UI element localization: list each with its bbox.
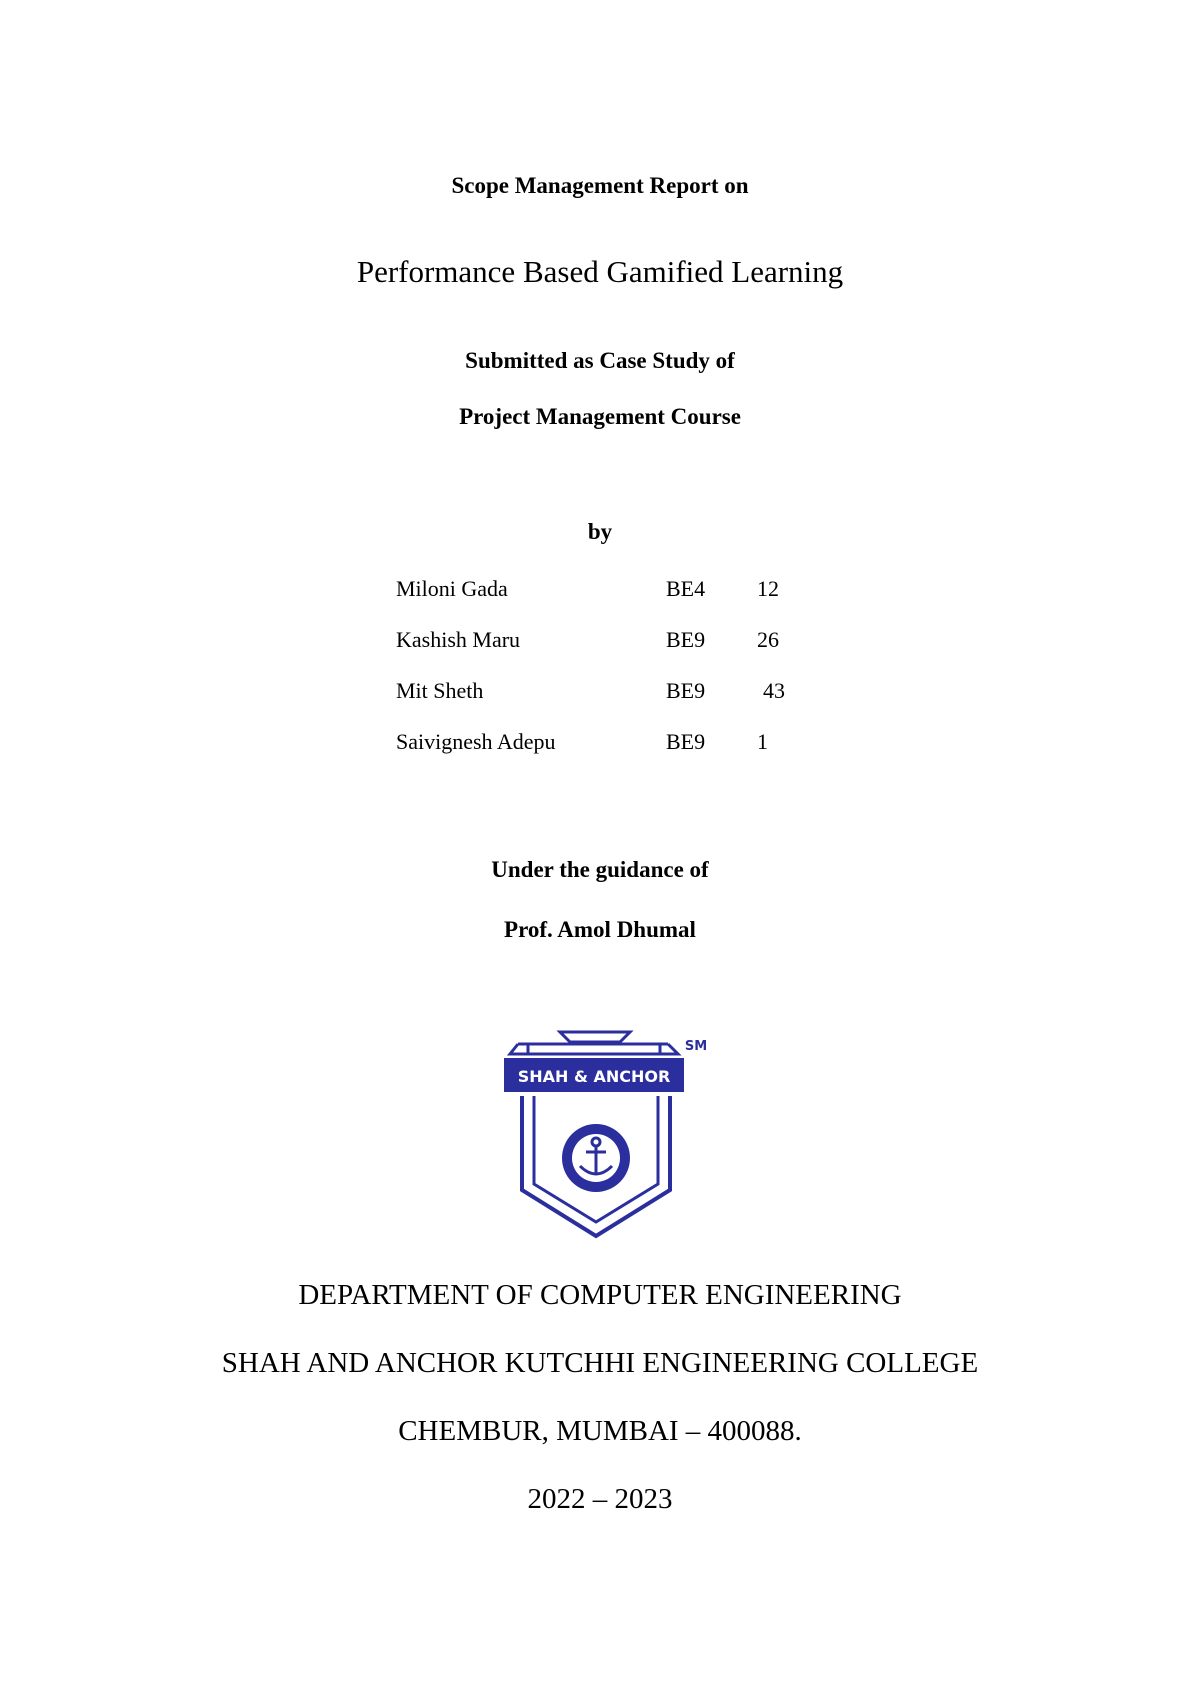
academic-year: 2022 – 2023 (527, 1483, 673, 1515)
member-name: Kashish Maru (396, 627, 521, 652)
member-roll: 43 (763, 678, 785, 703)
guidance-label: Under the guidance of (491, 857, 709, 882)
member-name: Saivignesh Adepu (396, 729, 556, 754)
member-roll: 26 (757, 627, 779, 652)
department-name: DEPARTMENT OF COMPUTER ENGINEERING (298, 1279, 902, 1311)
member-roll: 12 (757, 576, 779, 601)
member-division: BE4 (666, 576, 706, 601)
college-logo (500, 1030, 720, 1245)
logo-mark: SM (684, 1039, 708, 1054)
college-name: SHAH AND ANCHOR KUTCHHI ENGINEERING COLLEGE (221, 1347, 979, 1379)
member-roll: 1 (757, 729, 768, 754)
member-name: Mit Sheth (396, 678, 484, 703)
logo-text: SHAH & ANCHOR (517, 1067, 671, 1086)
guide-name: Prof. Amol Dhumal (504, 917, 696, 942)
course-name: Project Management Course (459, 404, 741, 429)
report-subtitle: Scope Management Report on (451, 173, 749, 198)
report-title: Performance Based Gamified Learning (356, 254, 844, 289)
shah-anchor-logo-icon (500, 1030, 720, 1245)
member-division: BE9 (666, 627, 706, 652)
by-label: by (587, 519, 613, 544)
submitted-as-label: Submitted as Case Study of (465, 348, 735, 373)
college-address: CHEMBUR, MUMBAI – 400088. (398, 1415, 802, 1447)
member-division: BE9 (666, 678, 706, 703)
member-name: Miloni Gada (396, 576, 508, 601)
member-division: BE9 (666, 729, 706, 754)
